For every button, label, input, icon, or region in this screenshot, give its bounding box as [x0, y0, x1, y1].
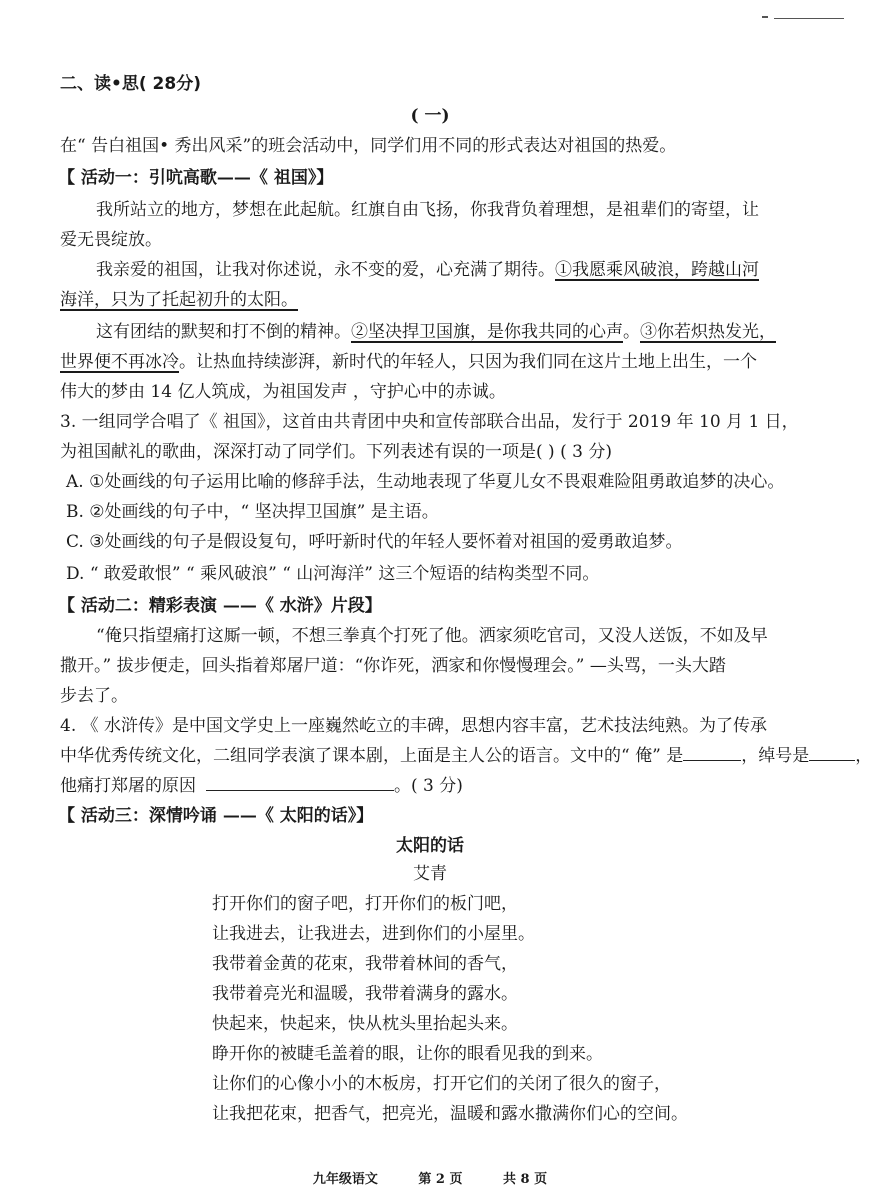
poem-line: 睁开你的被睫毛盖着的眼，让你的眼看见我的到来。: [212, 1044, 603, 1064]
activity1-paragraph: 伟大的梦由 14 亿人筑成，为祖国发声 ，守护心中的赤诚。: [60, 382, 506, 402]
underlined-sentence-3: ③你若炽热发光，: [640, 322, 776, 342]
question-4-stem: [60, 774, 820, 798]
underlined-sentence-1: ①我愿乘风破浪，跨越山河: [555, 260, 759, 280]
poem-line: 快起来，快起来，快从枕头里抬起头来。: [212, 1014, 518, 1034]
poem-line: 我带着亮光和温暖，我带着满身的露水。: [212, 984, 518, 1004]
question-3-stem: 为祖国献礼的歌曲，深深打动了同学们。下列表述有误的一项是( ) ( 3 分): [60, 442, 612, 462]
text-span: 我亲爱的祖国，让我对你述说，永不变的爱，心充满了期待。: [96, 260, 555, 280]
activity2-heading: 【 活动二：精彩表演 ——《 水浒》片段】: [58, 596, 382, 616]
part-label: ( 一): [410, 106, 450, 126]
poem-title: 太阳的话: [396, 836, 464, 856]
question-3-stem: 3. 一组同学合唱了《 祖国》，这首由共青团中央和宣传部联合出品，发行于 2019 年 10 月 1 日，: [60, 412, 799, 432]
text-span: 这有团结的默契和打不倒的精神。: [96, 322, 351, 342]
poem-line: 我带着金黄的花束，我带着林间的香气，: [212, 954, 518, 974]
answer-blank-name[interactable]: [683, 744, 741, 761]
activity2-paragraph: 步去了。: [60, 686, 128, 706]
underlined-sentence-2: ②坚决捍卫国旗，是你我共同的心声: [351, 322, 623, 342]
text-span: 中华优秀传统文化，二组同学表演了课本剧，上面是主人公的语言。文中的“ 俺” 是: [60, 746, 684, 766]
poem-author: 艾青: [413, 864, 447, 884]
footer-subject: 九年级语文: [312, 1172, 378, 1187]
activity1-heading: 【 活动一：引吭高歌——《 祖国》】: [58, 168, 334, 188]
poem-line: 让你们的心像小小的木板房，打开它们的关闭了很久的窗子，: [212, 1074, 671, 1094]
question-3-option-d: D. “ 敢爱敢恨” “ 乘风破浪” “ 山河海洋” 这三个短语的结构类型不同。: [66, 564, 600, 584]
activity1-paragraph: [96, 258, 820, 282]
poem-line: 打开你们的窗子吧，打开你们的板门吧，: [212, 894, 518, 914]
footer-page-number: 第 2 页: [418, 1172, 463, 1187]
question-3-option-b: B. ②处画线的句子中，“ 坚决捍卫国旗” 是主语。: [66, 502, 439, 522]
question-4-stem: 4. 《 水浒传》是中国文学史上一座巍然屹立的丰碑，思想内容丰富，艺术技法纯熟。为了传承: [60, 716, 768, 736]
activity1-paragraph: [60, 288, 820, 312]
activity3-heading: 【 活动三：深情吟诵 ——《 太阳的话》】: [58, 806, 374, 826]
text-span: ，: [855, 746, 872, 766]
answer-blank-nickname[interactable]: [809, 744, 855, 761]
answer-blank-reason[interactable]: [206, 774, 394, 791]
question-4-stem: [60, 744, 872, 768]
underlined-sentence-3: 世界便不再冰冷: [60, 352, 179, 372]
activity2-paragraph: 撒开。” 拔步便走，回头指着郑屠尸道：“你诈死，洒家和你慢慢理会。” —头骂，一头大踏: [60, 656, 726, 676]
poem-line: 让我进去，让我进去，进到你们的小屋里。: [212, 924, 535, 944]
activity1-paragraph: [96, 320, 820, 344]
activity2-paragraph: “俺只指望痛打这厮一顿，不想三拳真个打死了他。洒家须吃官司，又没人送饭，不如及早: [96, 626, 768, 646]
text-span: 。: [623, 322, 640, 342]
activity1-paragraph: 我所站立的地方，梦想在此起航。红旗自由飞扬，你我背负着理想，是祖辈们的寄望，让: [96, 200, 759, 220]
intro-text: 在“ 告白祖国• 秀出风采”的班会活动中，同学们用不同的形式表达对祖国的热爱。: [60, 136, 677, 156]
activity1-paragraph: 爱无畏绽放。: [60, 230, 162, 250]
underlined-sentence-1: 海洋，只为了托起初升的太阳。: [60, 290, 298, 310]
page-footer: [0, 1168, 860, 1187]
scan-mark: [762, 16, 768, 18]
question-3-option-a: A. ①处画线的句子运用比喻的修辞手法，生动地表现了华夏儿女不畏艰难险阻勇敢追梦的决心。: [66, 472, 785, 492]
question-3-option-c: C. ③处画线的句子是假设复句，呼吁新时代的年轻人要怀着对祖国的爱勇敢追梦。: [66, 532, 683, 552]
section-title: 二、读•思( 28分): [60, 74, 201, 94]
scan-line: [774, 18, 844, 19]
text-span: 。让热血持续澎湃，新时代的年轻人，只因为我们同在这片土地上出生，一个: [179, 352, 757, 372]
text-span: ，绰号是: [741, 746, 810, 766]
footer-total-pages: 共 8 页: [503, 1172, 548, 1187]
activity1-paragraph: [60, 350, 820, 374]
text-span: 。( 3 分): [394, 776, 463, 796]
text-span: 他痛打郑屠的原因: [60, 776, 196, 796]
poem-line: 让我把花束，把香气，把亮光，温暖和露水撒满你们心的空间。: [212, 1104, 688, 1124]
